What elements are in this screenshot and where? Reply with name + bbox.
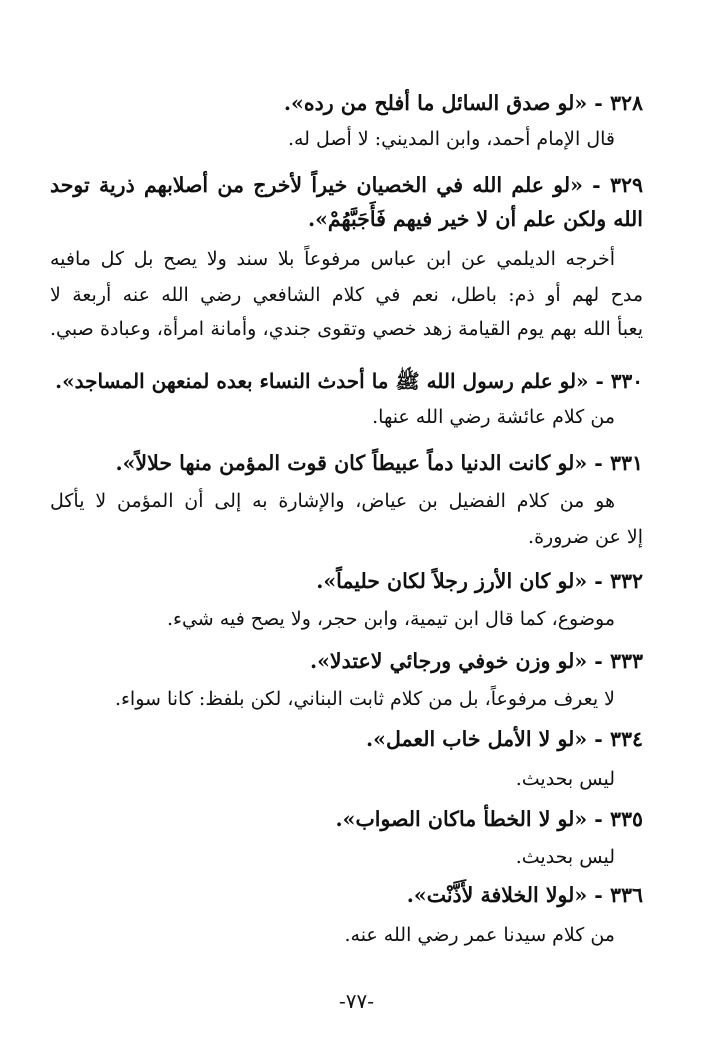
entry-335-note: ليس بحديث. bbox=[515, 846, 615, 868]
entry-333-heading: ٣٣٣ - «لو وزن خوفي ورجائي لاعتدلا». bbox=[309, 649, 643, 673]
entry-330-note: من كلام عائشة رضي الله عنها. bbox=[372, 406, 615, 428]
entry-335-heading: ٣٣٥ - «لو لا الخطأ ماكان الصواب». bbox=[335, 807, 643, 831]
entry-334-heading: ٣٣٤ - «لو لا الأمل خاب العمل». bbox=[366, 727, 643, 751]
entry-331-note-line-1: هو من كلام الفضيل بن عياض، والإشارة به إلى أن المؤمن لا يأكل bbox=[50, 490, 615, 512]
entry-333-note: لا يعرف مرفوعاً، بل من كلام ثابت البناني، لكن بلفظ: كانا سواء. bbox=[114, 688, 615, 710]
entry-331-heading: ٣٣١ - «لو كانت الدنيا دماً عبيطاً كان قوت المؤمن منها حلالاً». bbox=[115, 451, 643, 475]
entry-329-note-line-3: يعبأ الله بهم يوم القيامة زهد خصي وتقوى جندي، وأمانة امرأة، وعبادة صبي. bbox=[50, 318, 643, 340]
entry-329-heading-line-2: الله ولكن علم أن لا خير فيهم فَأَجَبَّهُمْ». bbox=[307, 207, 643, 231]
entry-332-heading: ٣٣٢ - «لو كان الأرز رجلاً لكان حليماً». bbox=[316, 569, 643, 593]
entry-329-heading-line-1: ٣٢٩ - «لو علم الله في الخصيان خيراً لأخرج من أصلابهم ذرية توحد bbox=[50, 173, 643, 197]
entry-334-note: ليس بحديث. bbox=[515, 768, 615, 790]
entry-336-heading: ٣٣٦ - «لولا الخلافة لأَذَّنْت». bbox=[406, 883, 643, 907]
entry-328-note: قال الإمام أحمد، وابن المديني: لا أصل له. bbox=[287, 128, 615, 150]
entry-336-note: من كلام سيدنا عمر رضي الله عنه. bbox=[344, 924, 615, 946]
entry-329-note-line-1: أخرجه الديلمي عن ابن عباس مرفوعاً بلا سند ولا يصح بل كل مافيه bbox=[50, 248, 615, 270]
entry-332-note: موضوع، كما قال ابن تيمية، وابن حجر، ولا يصح فيه شيء. bbox=[167, 608, 615, 630]
entry-328-heading: ٣٢٨ - «لو صدق السائل ما أفلح من رده». bbox=[283, 91, 643, 115]
entry-329-note-line-2: مدح لهم أو ذم: باطل، نعم في كلام الشافعي رضي الله عنه أربعة لا bbox=[50, 284, 643, 306]
page-number: -٧٧- bbox=[338, 989, 374, 1013]
entry-330-heading: ٣٣٠ - «لو علم رسول الله ﷺ ما أحدث النساء بعده لمنعهن المساجد». bbox=[55, 369, 643, 393]
entry-331-note-line-2: إلا عن ضرورة. bbox=[528, 526, 643, 548]
